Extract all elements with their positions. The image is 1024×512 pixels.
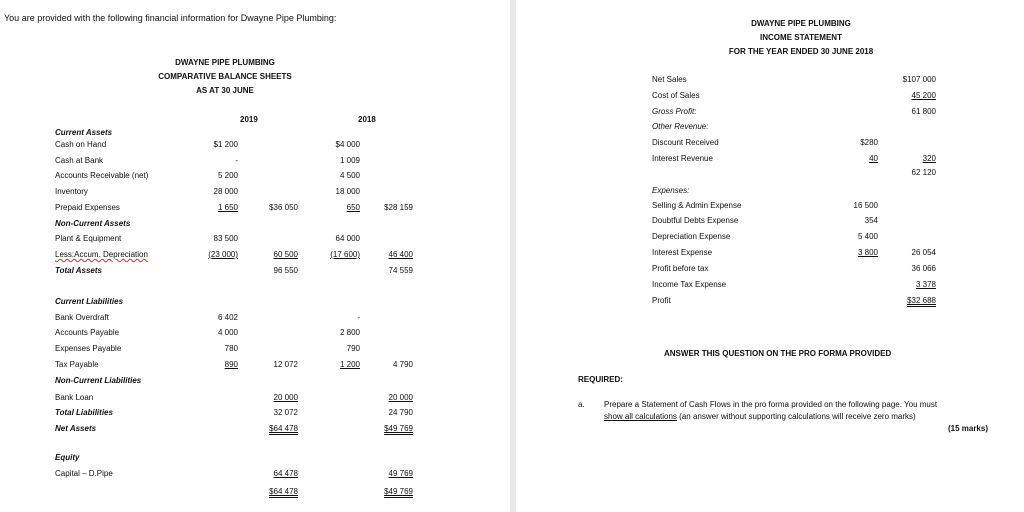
is-row-label: Depreciation Expense (652, 232, 731, 241)
is-cell-b: 61 800 (911, 107, 936, 116)
is-cell-b: 3 378 (915, 280, 936, 289)
is-title-3: FOR THE YEAR ENDED 30 JUNE 2018 (728, 47, 874, 56)
bs-cell-y18b: 24 790 (388, 408, 413, 417)
marks: (15 marks) (947, 424, 988, 433)
is-cell-a: 3 800 (857, 248, 878, 257)
bs-year-2019: 2019 (240, 115, 258, 124)
bs-cell-y19b: $64 478 (269, 487, 298, 496)
bs-cell-y18b: 20 000 (388, 393, 413, 402)
bs-cell-y19a: 83 500 (213, 234, 238, 243)
bs-row-label: Non-Current Assets (55, 219, 131, 228)
is-row-label: Cost of Sales (652, 91, 700, 100)
bs-cell-y18a: 1 009 (339, 156, 360, 165)
bs-cell-y19b: $64 478 (269, 424, 298, 433)
bs-cell-y19b: 20 000 (273, 393, 298, 402)
bs-row-label: Current Liabilities (55, 297, 124, 306)
is-cell-b: $107 000 (902, 75, 936, 84)
bs-cell-y19a: 5 200 (217, 171, 238, 180)
bs-cell-y19a: 6 402 (217, 313, 238, 322)
question-line-2-rest: (an answer without supporting calculations will receive zero marks) (676, 412, 916, 421)
bs-cell-y19a: 1 650 (217, 203, 238, 212)
bs-cell-y18a: 4 500 (339, 171, 360, 180)
bs-cell-y18b: $28 159 (384, 203, 413, 212)
is-cell-a: 16 500 (853, 201, 878, 210)
bs-cell-y19a: $1 200 (213, 140, 238, 149)
bs-cell-y19b: $36 050 (269, 203, 298, 212)
bs-cell-y19a: 4 000 (217, 328, 238, 337)
bs-row-label: Tax Payable (55, 360, 99, 369)
bs-cell-y18b: $49 769 (384, 424, 413, 433)
is-row-label: Interest Revenue (652, 154, 713, 163)
bs-row-label: Total Liabilities (55, 408, 113, 417)
is-row-label: Gross Profit: (652, 107, 697, 116)
bs-cell-y18b: 4 790 (392, 360, 413, 369)
required-label: REQUIRED: (578, 375, 623, 384)
bs-cell-y19a: - (235, 156, 238, 165)
is-cell-b: 26 054 (911, 248, 936, 257)
bs-year-2018: 2018 (358, 115, 376, 124)
bs-cell-y19b: 96 550 (273, 266, 298, 275)
bs-cell-y18b: $49 769 (384, 487, 413, 496)
is-cell-b: 36 066 (911, 264, 936, 273)
bs-row-label: Bank Overdraft (55, 313, 109, 322)
bs-cell-y18a: $4 000 (335, 140, 360, 149)
bs-title-1: DWAYNE PIPE PLUMBING (175, 58, 275, 67)
is-cell-b: 320 (922, 154, 936, 163)
bs-cell-y19b: 64 478 (273, 469, 298, 478)
bs-cell-y18b: 49 769 (388, 469, 413, 478)
bs-title-3: AS AT 30 JUNE (196, 86, 254, 95)
bs-row-label: Equity (55, 453, 80, 462)
question-line-2 (604, 412, 916, 422)
is-row-label: Profit (652, 296, 671, 305)
is-row-label: Doubtful Debts Expense (652, 216, 739, 225)
is-row-label: Discount Received (652, 138, 719, 147)
is-title-2: INCOME STATEMENT (760, 33, 842, 42)
bs-row-label: Expenses Payable (55, 344, 122, 353)
right-page (516, 0, 1024, 512)
question-line-1: Prepare a Statement of Cash Flows in the pro forma provided on the following page. You must (604, 400, 938, 409)
bs-cell-y18b: 46 400 (388, 250, 413, 259)
is-row-label: Other Revenue: (652, 122, 709, 131)
bs-cell-y18a: 64 000 (335, 234, 360, 243)
is-cell-b: 45 200 (911, 91, 936, 100)
bs-cell-y18a: 1 200 (339, 360, 360, 369)
intro-text: You are provided with the following financial information for Dwayne Pipe Plumbing: (4, 13, 337, 23)
bs-row-label: Bank Loan (55, 393, 94, 402)
bs-row-label: Current Assets (55, 128, 113, 137)
bs-row-label: Prepaid Expenses (55, 203, 120, 212)
question-letter: a. (578, 400, 585, 409)
bs-cell-y18a: (17 600) (330, 250, 360, 259)
bs-row-label: Plant & Equipment (55, 234, 122, 243)
question-line-2-underlined: show all calculations (604, 412, 677, 421)
is-row-label: Interest Expense (652, 248, 713, 257)
is-cell-b: 62 120 (911, 168, 936, 177)
bs-cell-y18a: 790 (346, 344, 360, 353)
bs-cell-y19a: 890 (224, 360, 238, 369)
bs-cell-y18a: 2 800 (339, 328, 360, 337)
bs-row-label: Cash on Hand (55, 140, 107, 149)
bs-cell-y19b: 32 072 (273, 408, 298, 417)
is-cell-a: 354 (864, 216, 878, 225)
bs-cell-y19a: 780 (224, 344, 238, 353)
is-cell-a: 5 400 (857, 232, 878, 241)
bs-cell-y18a: 18 000 (335, 187, 360, 196)
bs-row-label: Capital – D.Pipe (55, 469, 113, 478)
is-row-label: Selling & Admin Expense (652, 201, 742, 210)
bs-row-label: Non-Current Liabilities (55, 376, 142, 385)
bs-row-label: Inventory (55, 187, 88, 196)
answer-note: ANSWER THIS QUESTION ON THE PRO FORMA PROVIDED (664, 349, 892, 358)
bs-cell-y19a: 28 000 (213, 187, 238, 196)
is-row-label: Profit before tax (652, 264, 709, 273)
is-title-1: DWAYNE PIPE PLUMBING (751, 19, 851, 28)
is-cell-b: $32 688 (907, 296, 936, 305)
bs-row-label: Cash at Bank (55, 156, 104, 165)
is-row-label: Net Sales (652, 75, 687, 84)
bs-cell-y18b: 74 559 (388, 266, 413, 275)
bs-title-2: COMPARATIVE BALANCE SHEETS (158, 72, 292, 81)
left-page (0, 0, 510, 512)
bs-row-label: Accounts Payable (55, 328, 120, 337)
bs-row-label: Accounts Receivable (net) (55, 171, 149, 180)
is-cell-a: 40 (869, 154, 878, 163)
is-row-label: Income Tax Expense (652, 280, 727, 289)
bs-cell-y19b: 12 072 (273, 360, 298, 369)
bs-cell-y18a: 650 (346, 203, 360, 212)
bs-row-label: Less:Accum. Depreciation (55, 250, 148, 259)
bs-cell-y18a: - (357, 313, 360, 322)
is-cell-a: $280 (860, 138, 878, 147)
bs-row-label: Total Assets (55, 266, 102, 275)
bs-cell-y19a: (23 000) (208, 250, 238, 259)
bs-row-label: Net Assets (55, 424, 97, 433)
bs-cell-y19b: 60 500 (273, 250, 298, 259)
is-row-label: Expenses: (652, 186, 690, 195)
